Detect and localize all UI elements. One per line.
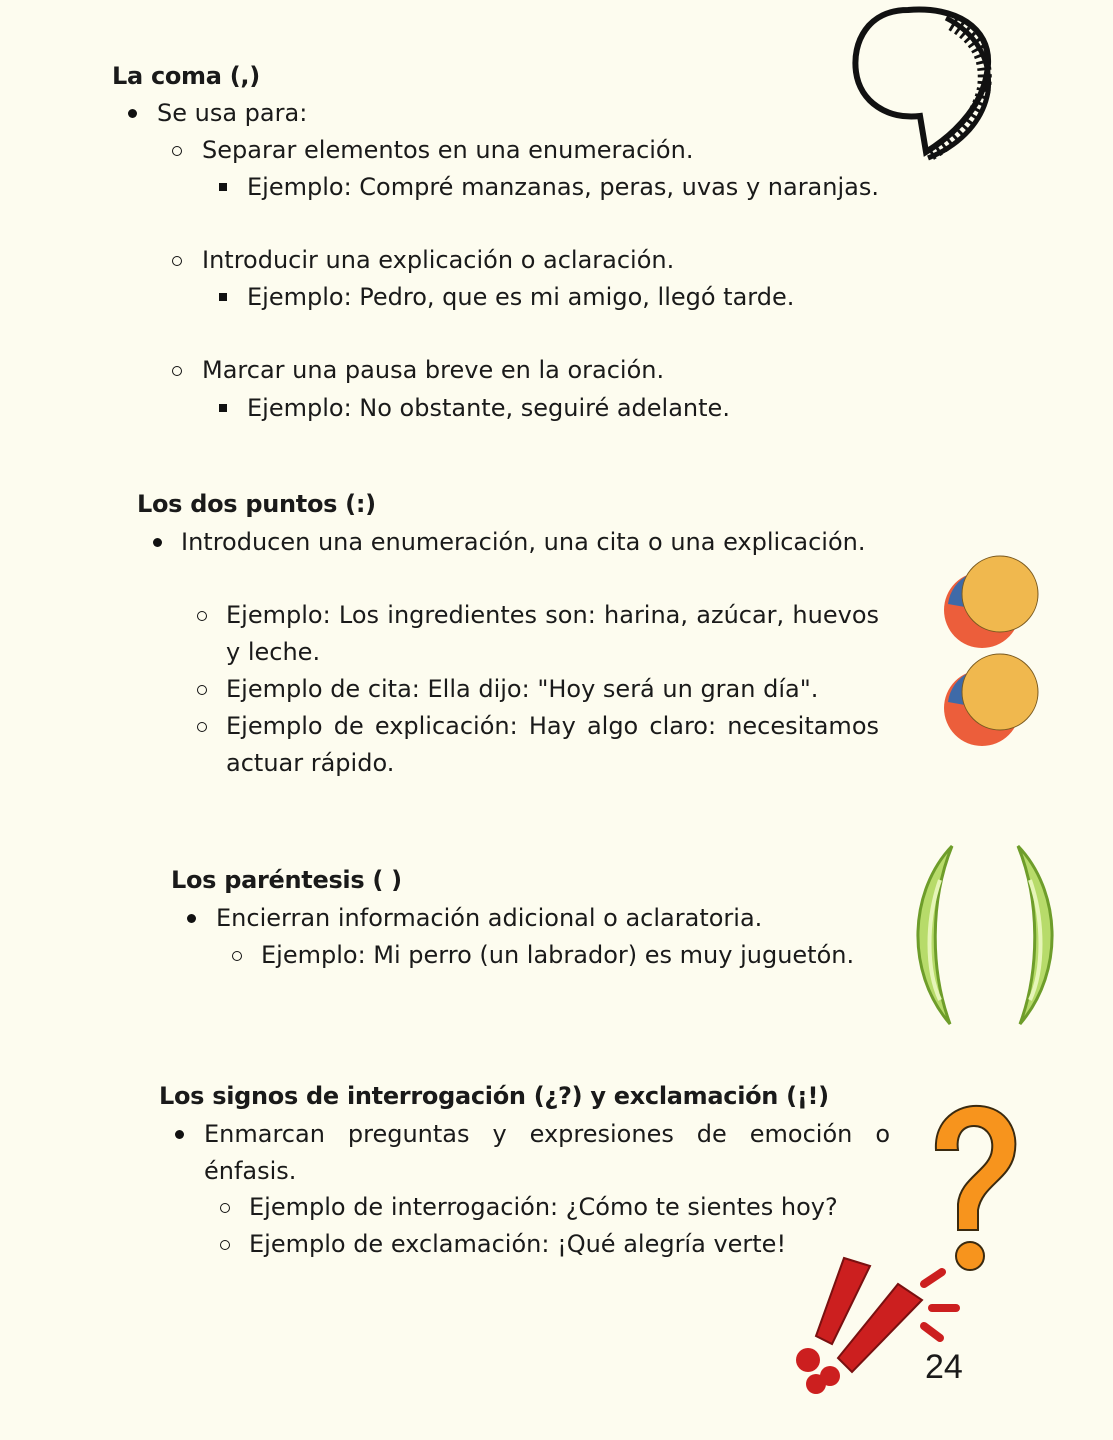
parens-example: Ejemplo: Mi perro (un labrador) es muy juguetón. xyxy=(261,941,855,969)
colon-icon xyxy=(940,552,1044,752)
bullet-dot xyxy=(175,1130,184,1139)
bullet-ring xyxy=(197,611,207,621)
parens-item: Encierran información adicional o aclaratoria. xyxy=(216,904,763,932)
comma-heading: La coma (,) xyxy=(112,62,260,90)
colon-example-2: Ejemplo de cita: Ella dijo: "Hoy será un gran día". xyxy=(226,675,819,703)
comma-icon xyxy=(848,2,998,164)
bullet-dot xyxy=(153,538,162,547)
comma-example-3: Ejemplo: No obstante, seguiré adelante. xyxy=(247,394,730,422)
bullet-ring xyxy=(197,722,207,732)
marks-item: Enmarcan preguntas y expresiones de emoción o énfasis. xyxy=(204,1120,890,1185)
marks-heading: Los signos de interrogación (¿?) y exclamación (¡!) xyxy=(159,1082,829,1110)
parentheses-icon xyxy=(896,840,1068,1030)
comma-item: Se usa para: xyxy=(157,99,308,127)
bullet-ring xyxy=(220,1240,230,1250)
marks-example-2: Ejemplo de exclamación: ¡Qué alegría verte! xyxy=(249,1230,787,1258)
bullet-ring xyxy=(172,366,182,376)
comma-example-1: Ejemplo: Compré manzanas, peras, uvas y naranjas. xyxy=(247,173,879,201)
colon-example-3: Ejemplo de explicación: Hay algo claro: necesitamos actuar rápido. xyxy=(226,712,879,777)
bullet-square xyxy=(219,404,227,412)
comma-use-3: Marcar una pausa breve en la oración. xyxy=(202,356,665,384)
colon-heading: Los dos puntos (:) xyxy=(137,490,376,518)
bullet-dot xyxy=(128,109,137,118)
marks-example-1: Ejemplo de interrogación: ¿Cómo te sientes hoy? xyxy=(249,1193,838,1221)
page-number: 24 xyxy=(925,1348,963,1386)
comma-example-2: Ejemplo: Pedro, que es mi amigo, llegó tarde. xyxy=(247,283,795,311)
bullet-ring xyxy=(172,256,182,266)
bullet-dot xyxy=(187,914,196,923)
bullet-ring xyxy=(232,951,242,961)
colon-example-1: Ejemplo: Los ingredientes son: harina, azúcar, huevos y leche. xyxy=(226,601,879,666)
bullet-square xyxy=(219,183,227,191)
colon-item: Introducen una enumeración, una cita o una explicación. xyxy=(181,528,866,556)
bullet-square xyxy=(219,293,227,301)
bullet-ring xyxy=(197,685,207,695)
comma-use-2: Introducir una explicación o aclaración. xyxy=(202,246,675,274)
bullet-ring xyxy=(220,1203,230,1213)
comma-use-1: Separar elementos en una enumeración. xyxy=(202,136,694,164)
bullet-ring xyxy=(172,146,182,156)
parens-heading: Los paréntesis ( ) xyxy=(171,866,402,894)
